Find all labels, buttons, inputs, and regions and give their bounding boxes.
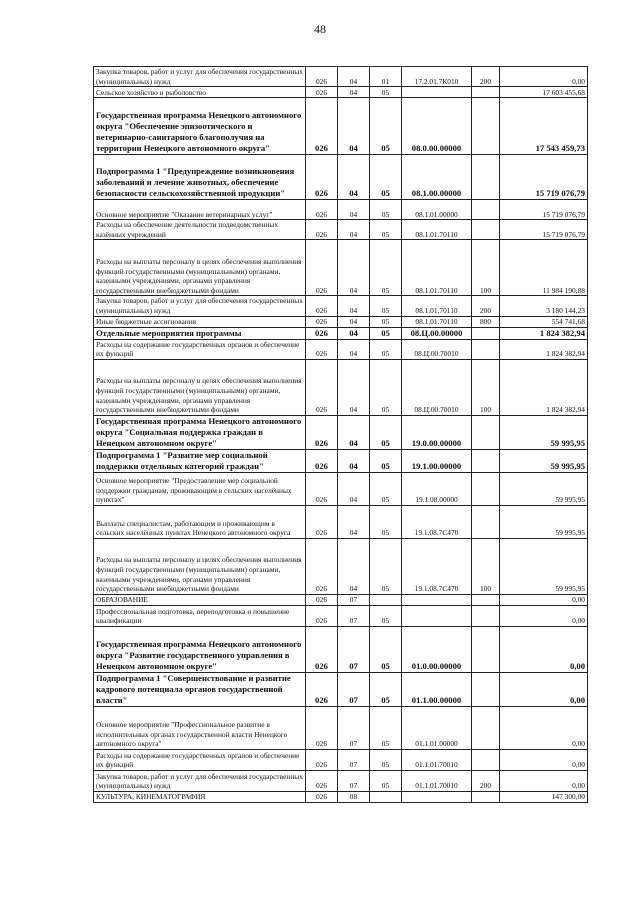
ved-cell: 026 (306, 98, 338, 155)
target-article-cell: 01.1.00.00000 (402, 672, 472, 706)
expense-type-cell (472, 339, 500, 359)
section-cell: 04 (338, 472, 370, 505)
subsection-cell: 05 (370, 626, 402, 672)
amount-cell: 0,00 (500, 605, 588, 626)
table-row (94, 472, 588, 505)
expense-type-cell: 100 (472, 359, 500, 415)
section-cell: 04 (338, 87, 370, 98)
table-row (94, 706, 588, 749)
subsection-cell: 05 (370, 472, 402, 505)
target-article-cell: 08.Ц.00.00000 (402, 327, 472, 339)
expense-type-cell: 200 (472, 296, 500, 316)
ved-cell: 026 (306, 327, 338, 339)
ved-cell: 026 (306, 505, 338, 538)
subsection-cell: 05 (370, 220, 402, 240)
ved-cell: 026 (306, 240, 338, 296)
ved-cell: 026 (306, 706, 338, 749)
target-article-cell: 19.1.08.7С470 (402, 505, 472, 538)
amount-cell: 1 824 382,94 (500, 339, 588, 359)
section-cell: 04 (338, 538, 370, 594)
subsection-cell: 05 (370, 672, 402, 706)
subsection-cell: 05 (370, 240, 402, 296)
row-name-cell: Сельское хозяйство и рыболовство (94, 87, 306, 98)
expense-type-cell: 100 (472, 538, 500, 594)
amount-cell: 0,00 (500, 672, 588, 706)
ved-cell: 026 (306, 538, 338, 594)
table-row (94, 449, 588, 472)
section-cell: 07 (338, 594, 370, 605)
target-article-cell: 19.1.00.00000 (402, 449, 472, 472)
ved-cell: 026 (306, 672, 338, 706)
amount-cell: 1 824 382,94 (500, 359, 588, 415)
subsection-cell: 05 (370, 706, 402, 749)
ved-cell: 026 (306, 449, 338, 472)
row-name-cell: Закупка товаров, работ и услуг для обеспечения государственных (муниципальных) нужд (94, 770, 306, 791)
table-row (94, 67, 588, 87)
section-cell: 04 (338, 449, 370, 472)
amount-cell: 15 719 076,79 (500, 200, 588, 220)
row-name-cell: Расходы на обеспечение деятельности подведомственных казённых учреждений (94, 220, 306, 240)
amount-cell: 59 995,95 (500, 415, 588, 449)
ved-cell: 026 (306, 605, 338, 626)
section-cell: 04 (338, 296, 370, 316)
row-name-cell: Государственная программа Ненецкого автономного округа "Развитие государственного управления в Ненецком автономном округе" (94, 626, 306, 672)
subsection-cell: 05 (370, 87, 402, 98)
subsection-cell: 05 (370, 749, 402, 770)
row-name-cell: Выплаты специалистам, работающим и проживающим в сельских населённых пунктах Ненецкого автономного округа (94, 505, 306, 538)
amount-cell: 0,00 (500, 749, 588, 770)
section-cell: 07 (338, 626, 370, 672)
expense-type-cell (472, 594, 500, 605)
expense-type-cell (472, 415, 500, 449)
expense-type-cell (472, 505, 500, 538)
table-row (94, 200, 588, 220)
section-cell: 04 (338, 98, 370, 155)
expense-type-cell (472, 749, 500, 770)
table-row (94, 220, 588, 240)
section-cell: 04 (338, 200, 370, 220)
ved-cell: 026 (306, 296, 338, 316)
amount-cell: 0,00 (500, 706, 588, 749)
row-name-cell: Расходы на содержание государственных органов и обеспечение их функций (94, 749, 306, 770)
row-name-cell: Подпрограмма 1 "Совершенствование и развитие кадрового потенциала органов государственной власти" (94, 672, 306, 706)
subsection-cell: 05 (370, 155, 402, 200)
subsection-cell (370, 594, 402, 605)
table-row (94, 791, 588, 802)
subsection-cell: 05 (370, 98, 402, 155)
section-cell: 04 (338, 316, 370, 327)
expense-type-cell (472, 791, 500, 802)
expense-type-cell (472, 98, 500, 155)
table-row (94, 770, 588, 791)
subsection-cell: 01 (370, 67, 402, 87)
row-name-cell: Основное мероприятие "Профессиональное развитие в исполнительных органах государственной власти Ненецкого автономного округа" (94, 706, 306, 749)
ved-cell: 026 (306, 87, 338, 98)
target-article-cell: 19.1.08.00000 (402, 472, 472, 505)
amount-cell: 17 603 455,68 (500, 87, 588, 98)
section-cell: 04 (338, 240, 370, 296)
target-article-cell: 01.1.01.70010 (402, 770, 472, 791)
subsection-cell: 05 (370, 605, 402, 626)
table-row (94, 605, 588, 626)
row-name-cell: Государственная программа Ненецкого автономного округа "Обеспечение эпизоотического и ветеринарно-санитарного благополучия на территории Ненецкого автономного округа" (94, 98, 306, 155)
amount-cell: 59 995,95 (500, 538, 588, 594)
table-row (94, 87, 588, 98)
row-name-cell: Расходы на выплаты персоналу в целях обеспечения выполнения функций государственными (муниципальными) органами, казенными учреждениями, органами управления государственными внебюджетными фондами (94, 359, 306, 415)
subsection-cell: 05 (370, 770, 402, 791)
row-name-cell: Расходы на выплаты персоналу в целях обеспечения выполнения функций государственными (муниципальными) органами, казенными учреждениями, органами управления государственными внебюджетными фондами (94, 538, 306, 594)
section-cell: 07 (338, 706, 370, 749)
page-number: 48 (314, 22, 326, 36)
expense-type-cell (472, 706, 500, 749)
table-row (94, 505, 588, 538)
row-name-cell: ОБРАЗОВАНИЕ (94, 594, 306, 605)
target-article-cell: 08.Ц.00.70010 (402, 339, 472, 359)
table-row (94, 749, 588, 770)
table-row (94, 359, 588, 415)
expense-type-cell (472, 472, 500, 505)
ved-cell: 026 (306, 220, 338, 240)
target-article-cell (402, 605, 472, 626)
table-row (94, 327, 588, 339)
target-article-cell: 08.1.01.70110 (402, 296, 472, 316)
ved-cell: 026 (306, 200, 338, 220)
target-article-cell: 19.1.08.7С470 (402, 538, 472, 594)
ved-cell: 026 (306, 791, 338, 802)
row-name-cell: Основное мероприятие "Оказание ветеринарных услуг" (94, 200, 306, 220)
row-name-cell: Закупка товаров, работ и услуг для обеспечения государственных (муниципальных) нужд (94, 67, 306, 87)
target-article-cell: 08.1.01.70110 (402, 316, 472, 327)
amount-cell: 0,00 (500, 594, 588, 605)
row-name-cell: Закупка товаров, работ и услуг для обеспечения государственных (муниципальных) нужд (94, 296, 306, 316)
row-name-cell: Подпрограмма 1 "Предупреждение возникновения заболеваний и лечение животных, обеспечение безопасности сельскохозяйственной продукции" (94, 155, 306, 200)
section-cell: 04 (338, 327, 370, 339)
expense-type-cell (472, 87, 500, 98)
row-name-cell: Иные бюджетные ассигнования (94, 316, 306, 327)
target-article-cell: 01.1.01.70010 (402, 749, 472, 770)
amount-cell: 147 300,00 (500, 791, 588, 802)
budget-table (93, 66, 588, 803)
table-row (94, 98, 588, 155)
section-cell: 04 (338, 339, 370, 359)
row-name-cell: Подпрограмма 1 "Развитие мер социальной поддержки отдельных категорий граждан" (94, 449, 306, 472)
row-name-cell: Расходы на выплаты персоналу в целях обеспечения выполнения функций государственными (муниципальными) органами, казенными учреждениями, органами управления государственными внебюджетными фондами (94, 240, 306, 296)
expense-type-cell: 200 (472, 67, 500, 87)
table-row (94, 672, 588, 706)
subsection-cell: 05 (370, 339, 402, 359)
section-cell: 07 (338, 605, 370, 626)
subsection-cell: 05 (370, 505, 402, 538)
row-name-cell: Государственная программа Ненецкого автономного округа "Социальная поддержка граждан в Ненецком автономном округе" (94, 415, 306, 449)
expense-type-cell (472, 626, 500, 672)
ved-cell: 026 (306, 339, 338, 359)
row-name-cell: Отдельные мероприятия программы (94, 327, 306, 339)
target-article-cell: 08.1.01.70110 (402, 220, 472, 240)
amount-cell: 1 824 382,94 (500, 327, 588, 339)
subsection-cell: 05 (370, 359, 402, 415)
table-row (94, 316, 588, 327)
row-name-cell: Основное мероприятие "Предоставление мер социальной поддержки гражданам, проживающим в сельских населённых пунктах" (94, 472, 306, 505)
target-article-cell: 17.2.01.7К010 (402, 67, 472, 87)
amount-cell: 3 180 144,23 (500, 296, 588, 316)
target-article-cell: 01.0.00.00000 (402, 626, 472, 672)
subsection-cell (370, 791, 402, 802)
ved-cell: 026 (306, 626, 338, 672)
expense-type-cell: 100 (472, 240, 500, 296)
target-article-cell (402, 594, 472, 605)
table-row (94, 594, 588, 605)
section-cell: 08 (338, 791, 370, 802)
table-row (94, 626, 588, 672)
target-article-cell (402, 87, 472, 98)
subsection-cell: 05 (370, 200, 402, 220)
target-article-cell: 08.1.01.70110 (402, 240, 472, 296)
target-article-cell (402, 791, 472, 802)
expense-type-cell (472, 155, 500, 200)
row-name-cell: Расходы на содержание государственных органов и обеспечение их функций (94, 339, 306, 359)
ved-cell: 026 (306, 749, 338, 770)
subsection-cell: 05 (370, 449, 402, 472)
table-row (94, 296, 588, 316)
subsection-cell: 05 (370, 538, 402, 594)
ved-cell: 026 (306, 67, 338, 87)
target-article-cell: 08.0.00.00000 (402, 98, 472, 155)
table-row (94, 538, 588, 594)
table-row (94, 415, 588, 449)
subsection-cell: 05 (370, 415, 402, 449)
amount-cell: 17 543 459,73 (500, 98, 588, 155)
section-cell: 07 (338, 749, 370, 770)
subsection-cell: 05 (370, 296, 402, 316)
section-cell: 04 (338, 415, 370, 449)
section-cell: 04 (338, 359, 370, 415)
amount-cell: 15 719 076,79 (500, 155, 588, 200)
amount-cell: 0,00 (500, 67, 588, 87)
amount-cell: 59 995,95 (500, 505, 588, 538)
subsection-cell: 05 (370, 327, 402, 339)
subsection-cell: 05 (370, 316, 402, 327)
amount-cell: 15 719 076,79 (500, 220, 588, 240)
section-cell: 07 (338, 770, 370, 791)
ved-cell: 026 (306, 770, 338, 791)
amount-cell: 59 995,95 (500, 472, 588, 505)
expense-type-cell (472, 200, 500, 220)
table-row (94, 155, 588, 200)
section-cell: 07 (338, 672, 370, 706)
section-cell: 04 (338, 67, 370, 87)
expense-type-cell (472, 220, 500, 240)
amount-cell: 0,00 (500, 770, 588, 791)
ved-cell: 026 (306, 359, 338, 415)
target-article-cell: 08.1.01.00000 (402, 200, 472, 220)
expense-type-cell (472, 672, 500, 706)
ved-cell: 026 (306, 155, 338, 200)
section-cell: 04 (338, 220, 370, 240)
target-article-cell: 19.0.00.00000 (402, 415, 472, 449)
expense-type-cell (472, 605, 500, 626)
ved-cell: 026 (306, 594, 338, 605)
expense-type-cell: 800 (472, 316, 500, 327)
section-cell: 04 (338, 155, 370, 200)
expense-type-cell: 200 (472, 770, 500, 791)
amount-cell: 0,00 (500, 626, 588, 672)
ved-cell: 026 (306, 472, 338, 505)
row-name-cell: КУЛЬТУРА, КИНЕМАТОГРАФИЯ (94, 791, 306, 802)
ved-cell: 026 (306, 415, 338, 449)
amount-cell: 59 995,95 (500, 449, 588, 472)
target-article-cell: 08.Ц.00.70010 (402, 359, 472, 415)
ved-cell: 026 (306, 316, 338, 327)
expense-type-cell (472, 449, 500, 472)
expense-type-cell (472, 327, 500, 339)
table-row (94, 339, 588, 359)
row-name-cell: Профессиональная подготовка, переподготовка и повышение квалификации (94, 605, 306, 626)
target-article-cell: 01.1.01.00000 (402, 706, 472, 749)
amount-cell: 554 741,68 (500, 316, 588, 327)
section-cell: 04 (338, 505, 370, 538)
amount-cell: 11 984 190,88 (500, 240, 588, 296)
table-row (94, 240, 588, 296)
target-article-cell: 08.1.00.00000 (402, 155, 472, 200)
